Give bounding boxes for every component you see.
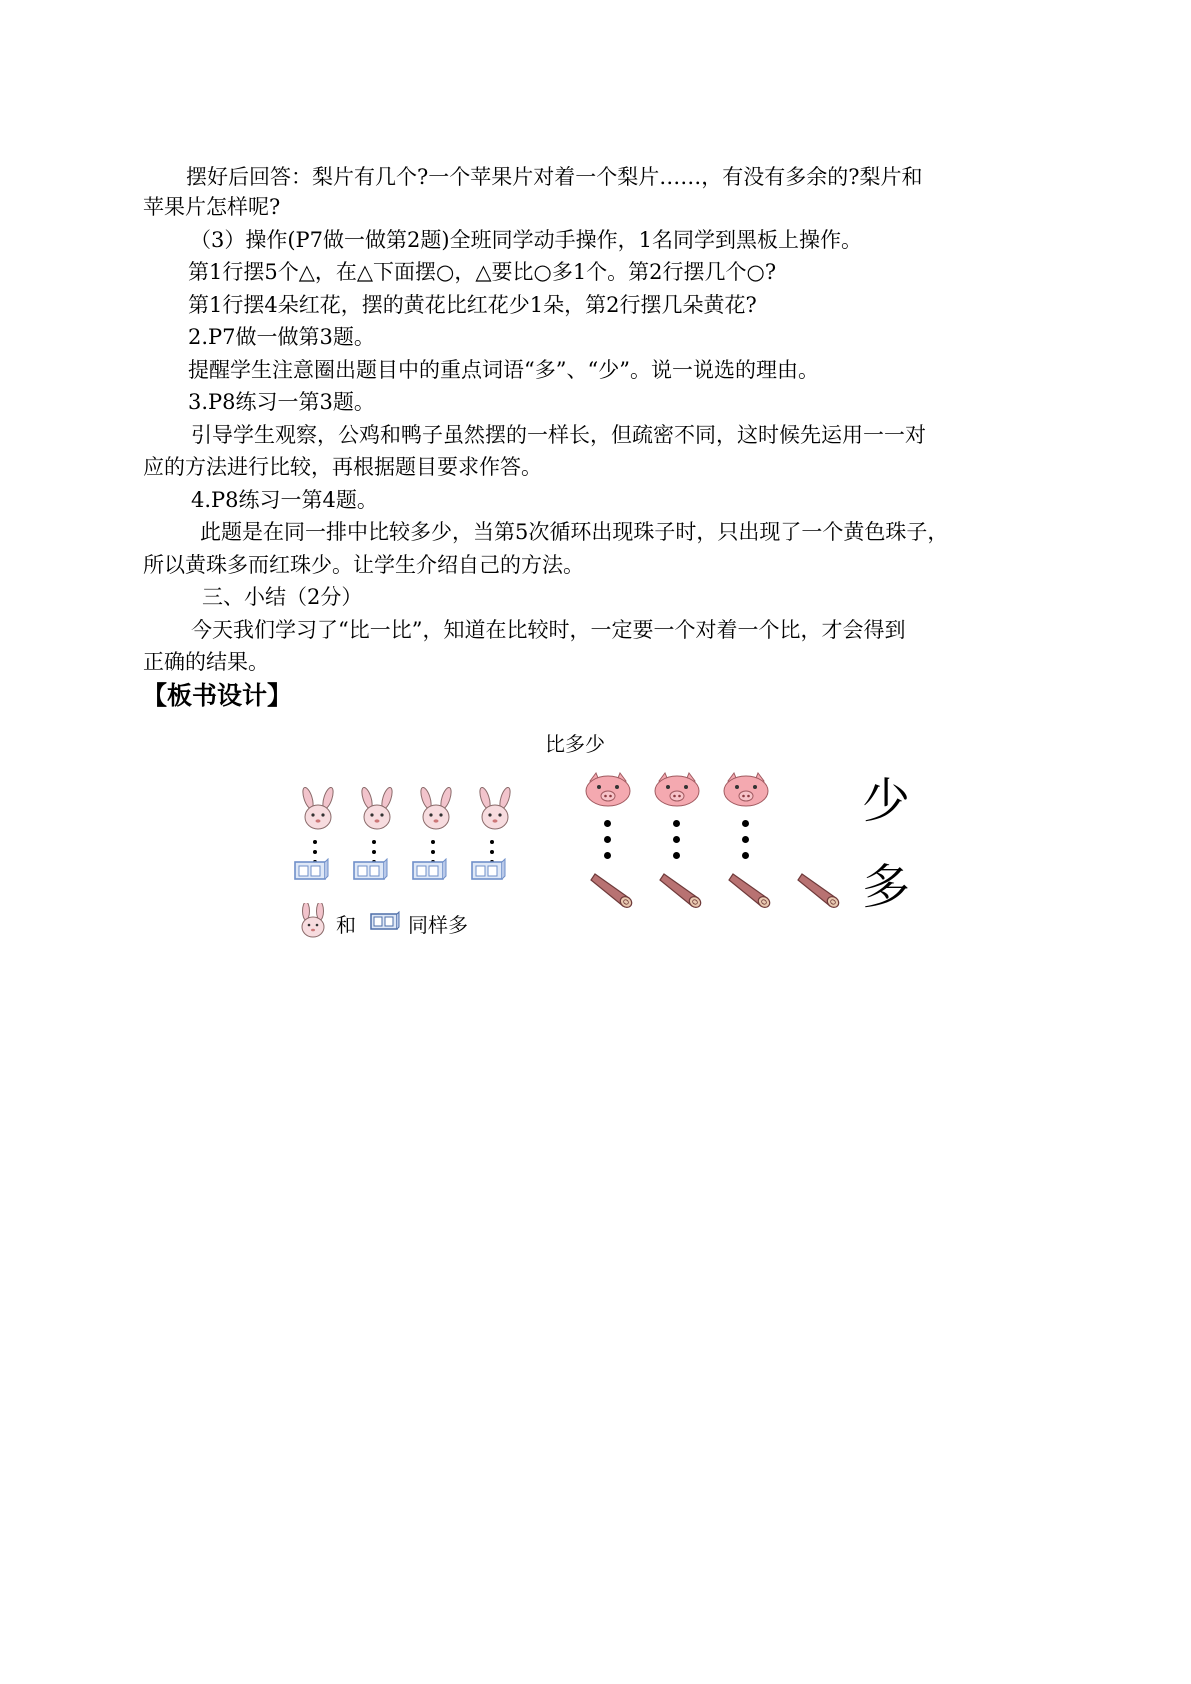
- more-label: 多: [862, 859, 911, 915]
- pig-icon: [651, 771, 703, 809]
- paragraph: 正确的结果。: [143, 650, 269, 674]
- log-icon: [589, 864, 635, 910]
- dot: [742, 820, 749, 827]
- book-icon: [353, 858, 389, 880]
- book-icon: [471, 858, 507, 880]
- dot: [490, 840, 494, 844]
- paragraph: 应的方法进行比较，再根据题目要求作答。: [143, 455, 542, 479]
- paragraph: 三、小结（2分）: [202, 585, 363, 609]
- dot: [673, 836, 680, 843]
- dot: [673, 820, 680, 827]
- rabbit-icon: [355, 787, 399, 831]
- paragraph: 今天我们学习了“比一比”，知道在比较时，一定要一个对着一个比，才会得到: [191, 618, 906, 642]
- dot: [372, 850, 376, 854]
- dot: [372, 840, 376, 844]
- dot: [673, 852, 680, 859]
- pig-icon: [720, 771, 772, 809]
- paragraph: 2.P7做一做第3题。: [188, 325, 375, 349]
- dot: [604, 852, 611, 859]
- paragraph: 苹果片怎样呢?: [143, 195, 281, 219]
- rabbit-icon: [473, 787, 517, 831]
- dot: [604, 820, 611, 827]
- dot: [431, 840, 435, 844]
- caption-same: 同样多: [408, 913, 468, 937]
- section-heading: 【板书设计】: [142, 681, 293, 710]
- paragraph: 引导学生观察，公鸡和鸭子虽然摆的一样长，但疏密不同，这时候先运用一一对: [191, 423, 926, 447]
- paragraph: 摆好后回答：梨片有几个?一个苹果片对着一个梨片……，有没有多余的?梨片和: [186, 165, 923, 189]
- log-icon: [796, 864, 842, 910]
- correspondence-dots: [604, 820, 610, 868]
- caption-and: 和: [336, 913, 356, 937]
- paragraph: （3）操作(P7做一做第2题)全班同学动手操作，1名同学到黑板上操作。: [190, 228, 862, 252]
- pig-icon: [582, 771, 634, 809]
- dot: [313, 840, 317, 844]
- paragraph: 提醒学生注意圈出题目中的重点词语“多”、“少”。说一说选的理由。: [188, 358, 819, 382]
- book-icon: [294, 858, 330, 880]
- dot: [604, 836, 611, 843]
- paragraph: 第1行摆4朵红花，摆的黄花比红花少1朵，第2行摆几朵黄花?: [188, 293, 757, 317]
- rabbit-icon: [296, 903, 330, 939]
- correspondence-dots: [673, 820, 679, 868]
- correspondence-dots: [742, 820, 748, 868]
- less-label: 少: [862, 773, 911, 829]
- dot: [431, 850, 435, 854]
- dot: [490, 850, 494, 854]
- board-title: 比多少: [545, 732, 605, 756]
- dot: [742, 852, 749, 859]
- rabbit-icon: [296, 787, 340, 831]
- dot: [742, 836, 749, 843]
- dot: [313, 850, 317, 854]
- paragraph: 此题是在同一排中比较多少，当第5次循环出现珠子时，只出现了一个黄色珠子，: [200, 520, 949, 544]
- paragraph: 所以黄珠多而红珠少。让学生介绍自己的方法。: [143, 553, 584, 577]
- paragraph: 3.P8练习一第3题。: [188, 390, 375, 414]
- log-icon: [727, 864, 773, 910]
- paragraph: 4.P8练习一第4题。: [191, 488, 378, 512]
- book-icon: [370, 911, 400, 931]
- book-icon: [412, 858, 448, 880]
- rabbit-icon: [414, 787, 458, 831]
- log-icon: [658, 864, 704, 910]
- paragraph: 第1行摆5个△，在△下面摆○，△要比○多1个。第2行摆几个○?: [188, 260, 777, 284]
